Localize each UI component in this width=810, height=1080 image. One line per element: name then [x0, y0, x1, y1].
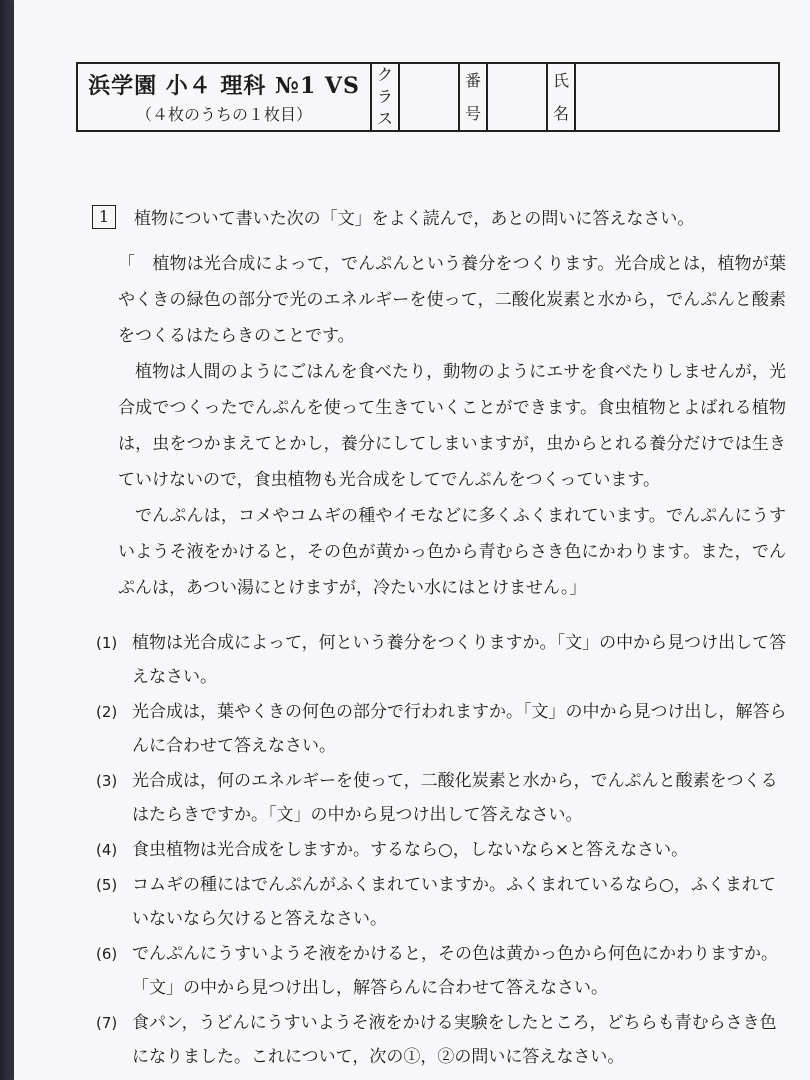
class-label-char: ク — [376, 65, 393, 84]
number-label-char: 号 — [464, 103, 481, 123]
passage-paragraph: 「 植物は光合成によって，でんぷんという養分をつくります。光合成とは，植物が葉やくきの緑色の部分で光のエネルギーを使って，二酸化炭素と水から，でんぷんと酸素をつくるはたらきのことです。 — [118, 254, 786, 346]
number-label-char: 番 — [464, 70, 481, 90]
subquestion-text: 光合成は，何のエネルギーを使って，二酸化炭素と水から，でんぷんと酸素をつくるはたらきですか。「文」の中から見つけ出して答えなさい。 — [132, 771, 778, 825]
background-edge — [0, 0, 14, 1080]
subquestion-number: (7) — [96, 1014, 118, 1032]
subquestion-number: (3) — [96, 772, 118, 790]
subquestion-text: 食虫植物は光合成をしますか。するなら○，しないなら×と答えなさい。 — [132, 840, 689, 860]
subquestion-text: コムギの種にはでんぷんがふくまれていますか。ふくまれているなら○，ふくまれていないなら欠けると答えなさい。 — [132, 875, 776, 929]
question-instruction: 植物について書いた次の「文」をよく読んで，あとの問いに答えなさい。 — [134, 209, 695, 229]
question-number: 1 — [92, 205, 116, 229]
subquestion — [96, 833, 792, 867]
name-field[interactable] — [576, 64, 778, 130]
class-label — [372, 64, 400, 130]
subquestion-number: (5) — [96, 876, 118, 894]
number-label — [460, 64, 488, 130]
subquestion-number: (6) — [96, 945, 118, 963]
number-field[interactable] — [488, 64, 548, 130]
subquestion — [96, 1006, 792, 1074]
subquestion-text: でんぷんにうすいようそ液をかけると，その色は黄かっ色から何色にかわりますか。「文」の中から見つけ出し，解答らんに合わせて答えなさい。 — [132, 944, 778, 998]
subquestion-number: (4) — [96, 841, 118, 859]
question-heading — [92, 204, 694, 229]
subquestion — [96, 764, 792, 832]
subquestion-text: 食パン，うどんにうすいようそ液をかける実験をしたところ，どちらも青むらさき色になりました。これについて，次の①，②の問いに答えなさい。 — [132, 1013, 777, 1067]
name-label-char: 名 — [552, 103, 569, 123]
subquestion-text: 光合成は，葉やくきの何色の部分で行われますか。「文」の中から見つけ出し，解答らんに合わせて答えなさい。 — [132, 702, 787, 756]
class-label-char: ラ — [376, 87, 393, 106]
passage-paragraph: 植物は人間のようにごはんを食べたり，動物のようにエサを食べたりしませんが，光合成でつくったでんぷんを使って生きていくことができます。食虫植物とよばれる植物は，虫をつかまえてとかし，養分にしてしまいますが，虫からとれる養分だけでは生きていけないので，食虫植物も光合成をしてでんぷんをつくっています。 — [118, 362, 786, 490]
class-label-char: ス — [376, 109, 393, 128]
name-label — [548, 64, 576, 130]
subquestion-number: (2) — [96, 703, 118, 721]
title-cell — [78, 64, 372, 130]
subquestion-list — [96, 626, 792, 1075]
passage-paragraph: でんぷんは，コメやコムギの種やイモなどに多くふくまれています。でんぷんにうすいようそ液をかけると，その色が黄かっ色から青むらさき色にかわります。また，でんぷんは，あつい湯にとけますが，冷たい水にはとけません。」 — [118, 506, 786, 598]
subquestion — [96, 868, 792, 936]
worksheet-title: 浜学園 小４ 理科 №1 VS — [88, 73, 360, 99]
name-label-char: 氏 — [552, 70, 569, 90]
worksheet-subtitle: （４枚のうちの１枚目） — [135, 105, 312, 124]
subquestion — [96, 626, 792, 694]
subquestion-number: (1) — [96, 634, 118, 652]
class-field[interactable] — [400, 64, 460, 130]
header-box — [76, 62, 780, 132]
subquestion — [96, 695, 792, 763]
passage — [118, 246, 786, 606]
subquestion — [96, 937, 792, 1005]
subquestion-text: 植物は光合成によって，何という養分をつくりますか。「文」の中から見つけ出して答えなさい。 — [132, 633, 787, 687]
